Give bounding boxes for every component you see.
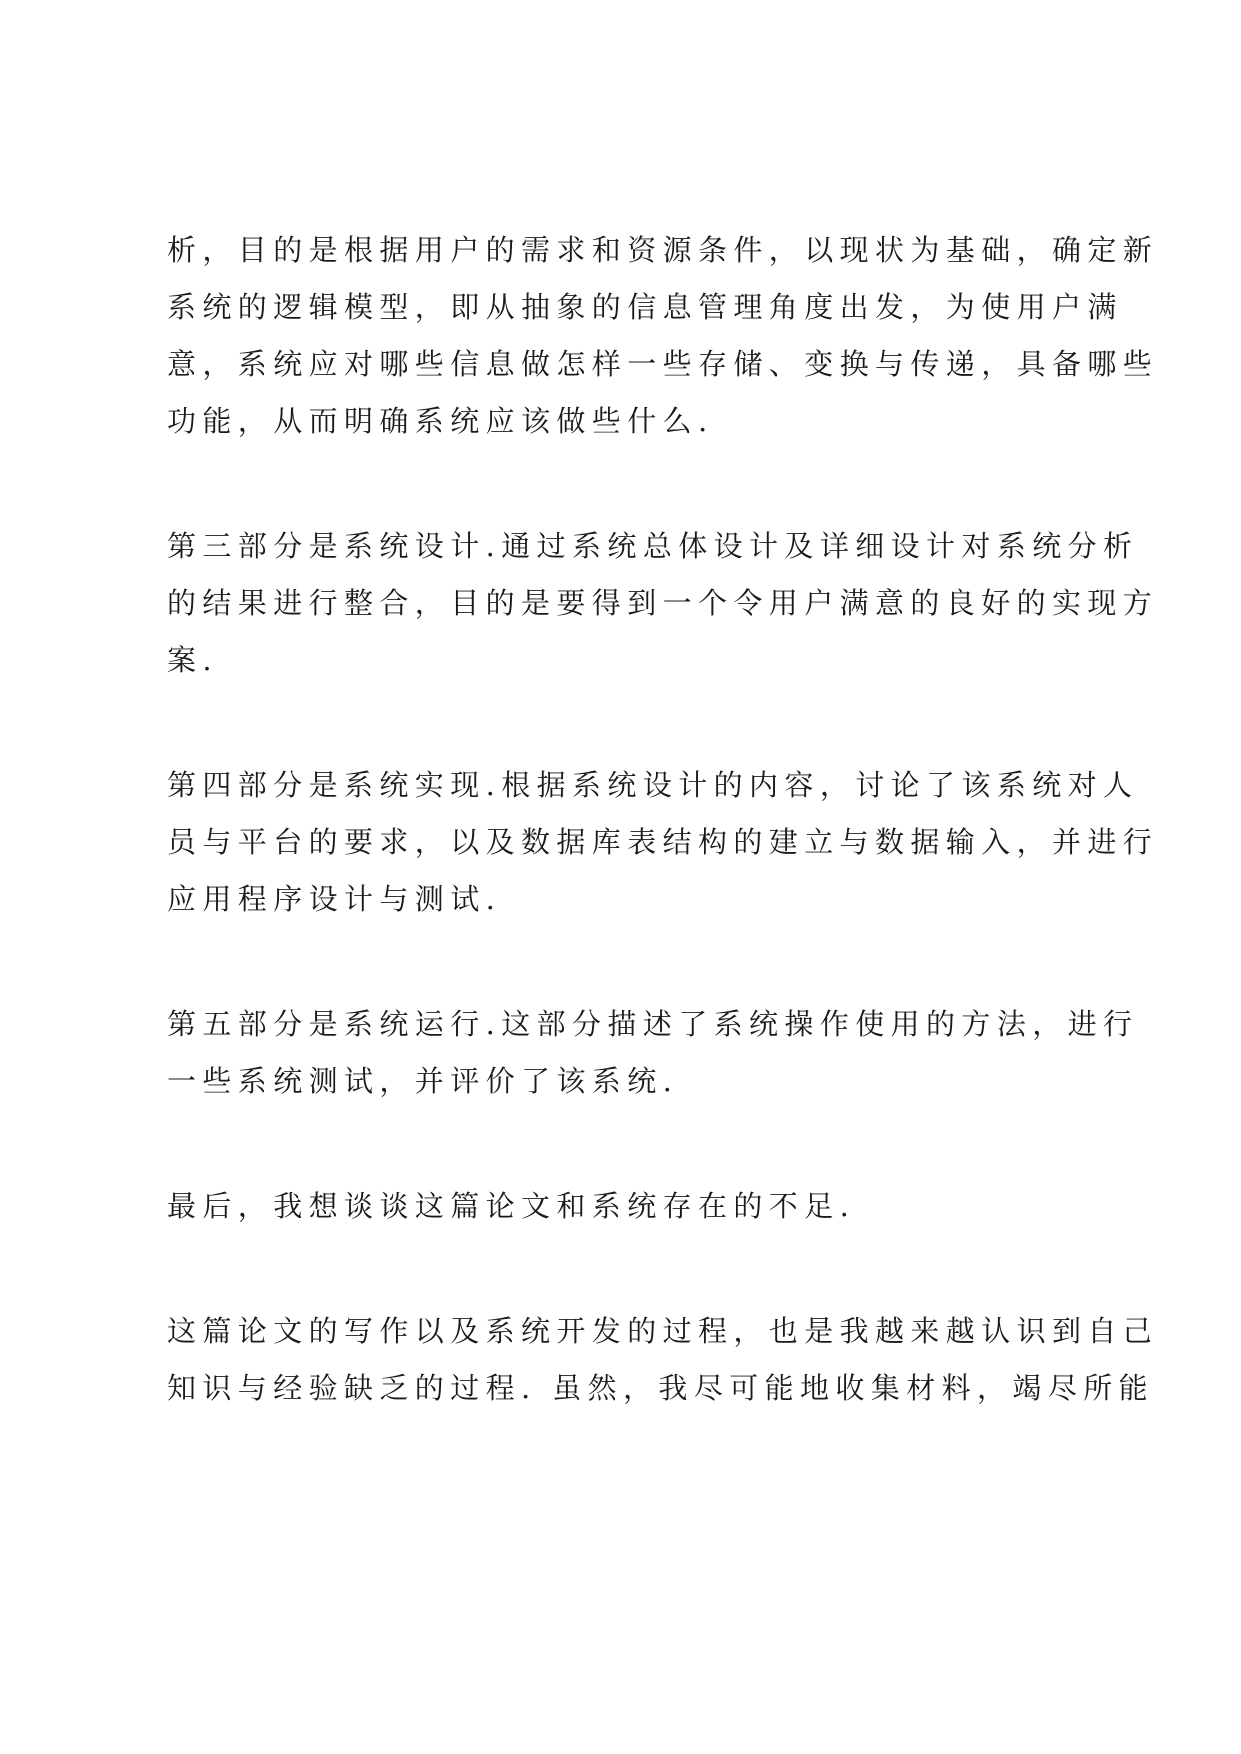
paragraph-system-implementation	[167, 757, 1159, 928]
paragraph-system-analysis	[167, 222, 1159, 450]
paragraph-system-design	[167, 518, 1159, 689]
text-line: 意，系统应对哪些信息做怎样一些存储、变换与传递，具备哪些	[167, 347, 1159, 381]
text-line: 这篇论文的写作以及系统开发的过程，也是我越来越认识到自己	[167, 1314, 1159, 1348]
text-line: 第五部分是系统运行.这部分描述了系统操作使用的方法，进行	[167, 1007, 1139, 1041]
text-line: 员与平台的要求，以及数据库表结构的建立与数据输入，并进行	[167, 825, 1159, 859]
text-line: 一些系统测试，并评价了该系统.	[167, 1064, 679, 1098]
text-line: 案.	[167, 643, 219, 677]
text-line: 功能，从而明确系统应该做些什么.	[167, 404, 714, 438]
text-line: 知识与经验缺乏的过程. 虽然，我尽可能地收集材料，竭尽所能	[167, 1371, 1155, 1405]
text-line: 系统的逻辑模型，即从抽象的信息管理角度出发，为使用户满	[167, 290, 1123, 324]
text-line: 最后，我想谈谈这篇论文和系统存在的不足.	[167, 1189, 856, 1223]
text-line: 第三部分是系统设计.通过系统总体设计及详细设计对系统分析	[167, 529, 1139, 563]
paragraph-system-operation	[167, 996, 1139, 1110]
text-line: 第四部分是系统实现.根据系统设计的内容，讨论了该系统对人	[167, 768, 1139, 802]
paragraph-shortcomings-intro	[167, 1178, 1097, 1235]
text-line: 析，目的是根据用户的需求和资源条件，以现状为基础，确定新	[167, 233, 1159, 267]
document-body	[167, 222, 1159, 1417]
paragraph-reflection	[167, 1303, 1159, 1417]
text-line: 应用程序设计与测试.	[167, 882, 502, 916]
text-line: 的结果进行整合，目的是要得到一个令用户满意的良好的实现方	[167, 586, 1159, 620]
